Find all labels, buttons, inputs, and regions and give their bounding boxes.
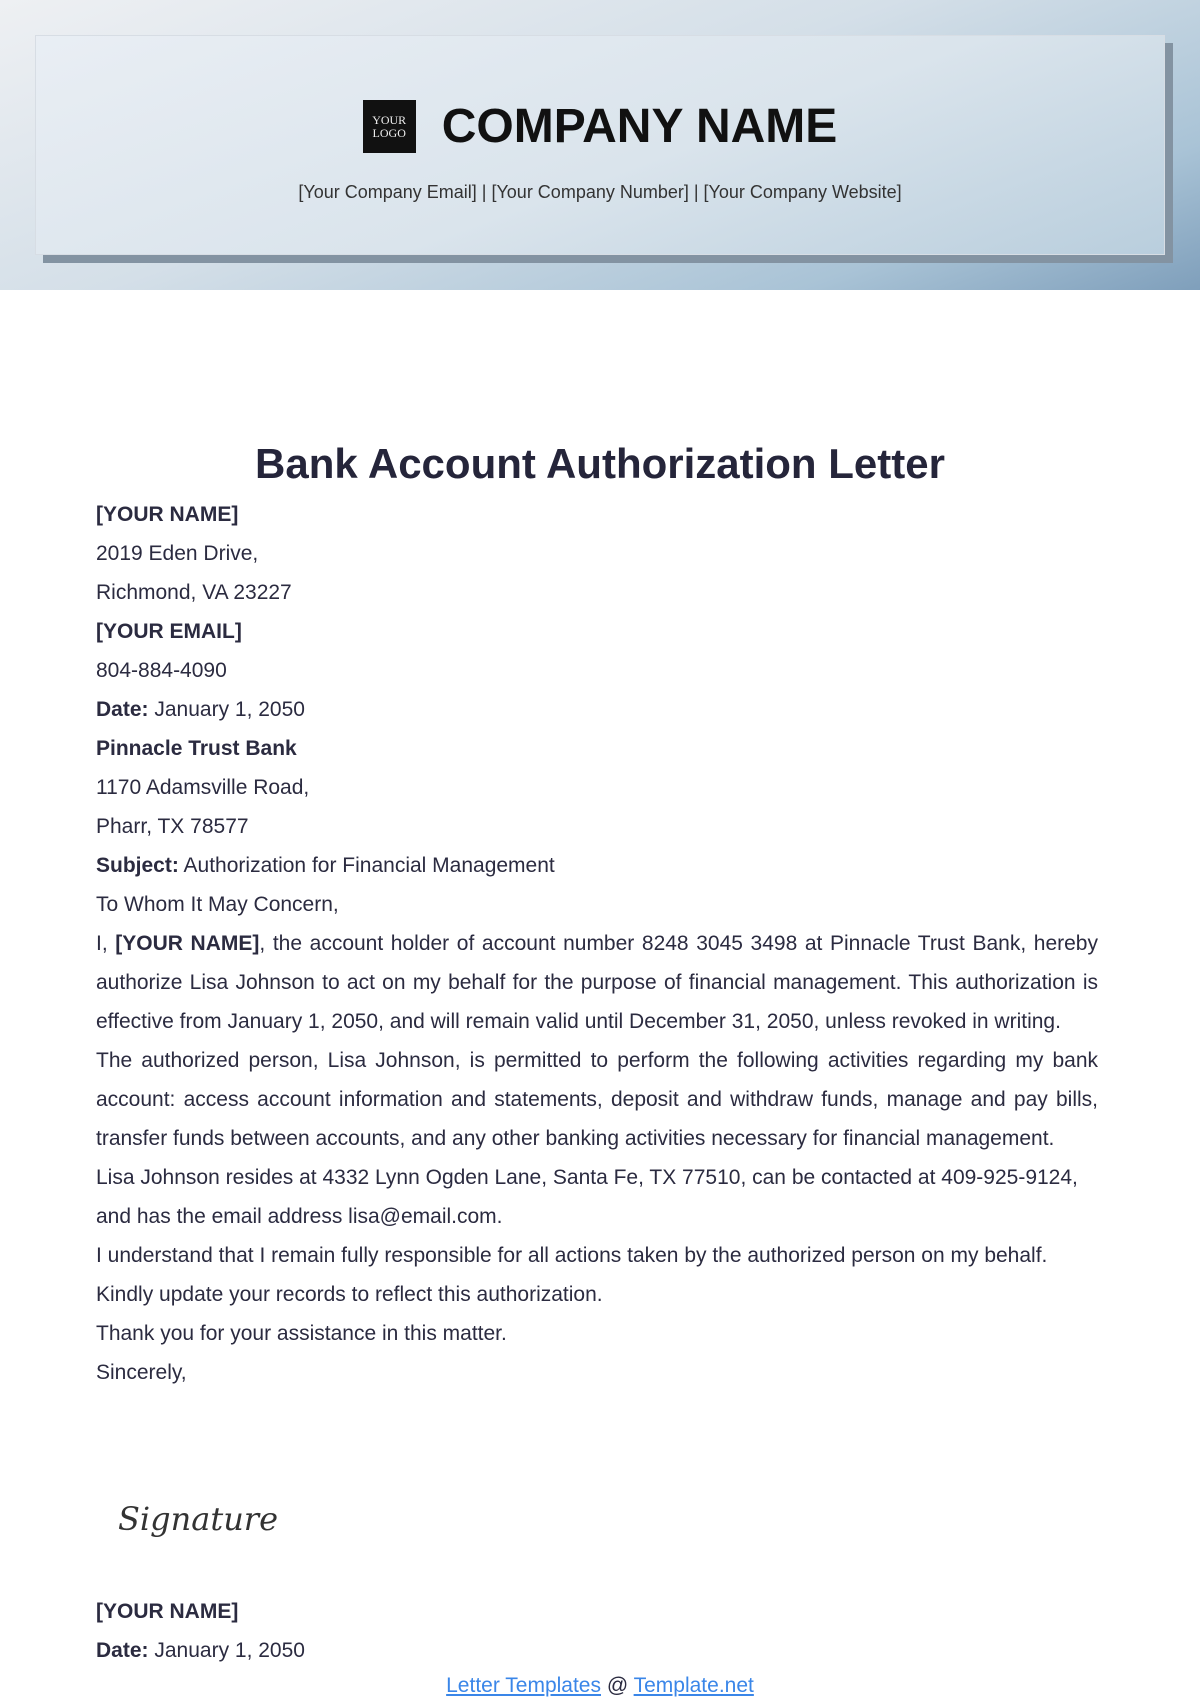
date-label: Date: <box>96 698 149 721</box>
logo-line: YOUR <box>372 112 407 127</box>
sender-name: [YOUR NAME] <box>96 503 239 526</box>
sender-email: [YOUR EMAIL] <box>96 620 242 643</box>
header-card <box>35 35 1165 255</box>
at-sign: @ <box>601 1674 634 1697</box>
sender-phone: 804-884-4090 <box>96 659 227 682</box>
company-contact: [Your Company Email] | [Your Company Number] | [Your Company Website] <box>298 182 902 202</box>
holder-name: [YOUR NAME] <box>115 932 260 955</box>
footer-links <box>0 1674 1200 1698</box>
bank-name: Pinnacle Trust Bank <box>96 737 297 760</box>
sender-address2: Richmond, VA 23227 <box>96 581 292 604</box>
paragraph-3: Lisa Johnson resides at 4332 Lynn Ogden Lane, Santa Fe, TX 77510, can be contacted at 409-925-9124, and has the email address lisa@email.com. <box>96 1166 1078 1228</box>
company-logo <box>363 100 416 153</box>
paragraph-5: Thank you for your assistance in this matter. <box>96 1322 507 1345</box>
template-net-link[interactable]: Template.net <box>633 1674 754 1697</box>
subject-label: Subject: <box>96 854 179 877</box>
paragraph-1 <box>96 924 1098 1041</box>
closing: Sincerely, <box>96 1361 187 1384</box>
letter-body <box>96 495 1098 1392</box>
text: , the account holder of account number 8248 3045 3498 at Pinnacle Trust Bank, hereby authorize Lisa Johnson to act on my behalf for the purpose of financial management. This authorization is effective from January 1, 2050, and will remain valid until December 31, 2050, unless revoked in writing. <box>96 932 1098 1033</box>
signoff <box>96 1592 305 1670</box>
bank-address2: Pharr, TX 78577 <box>96 815 249 838</box>
paragraph-4: I understand that I remain fully responsible for all actions taken by the authorized person on my behalf. Kindly update your records to reflect this authorization. <box>96 1244 1048 1306</box>
header-banner <box>0 0 1200 290</box>
signoff-name: [YOUR NAME] <box>96 1600 239 1623</box>
letter-title: Bank Account Authorization Letter <box>255 440 945 487</box>
signoff-date-label: Date: <box>96 1639 149 1662</box>
salutation: To Whom It May Concern, <box>96 893 339 916</box>
brand <box>36 99 1164 154</box>
signature: Signature <box>118 1500 279 1538</box>
text: I, <box>96 932 116 955</box>
sender-address1: 2019 Eden Drive, <box>96 542 259 565</box>
bank-address1: 1170 Adamsville Road, <box>96 776 310 799</box>
logo-line: LOGO <box>372 125 406 140</box>
paragraph-2: The authorized person, Lisa Johnson, is permitted to perform the following activities regarding my bank account: access account information and statements, deposit and withdraw funds, manage and pay bills, transfer funds between accounts, and any other banking activities necessary for financial management. <box>96 1049 1098 1150</box>
signoff-date: January 1, 2050 <box>154 1639 305 1662</box>
company-name: COMPANY NAME <box>441 100 838 153</box>
letter-templates-link[interactable]: Letter Templates <box>446 1674 601 1697</box>
subject-value: Authorization for Financial Management <box>183 854 555 877</box>
date-value: January 1, 2050 <box>154 698 305 721</box>
